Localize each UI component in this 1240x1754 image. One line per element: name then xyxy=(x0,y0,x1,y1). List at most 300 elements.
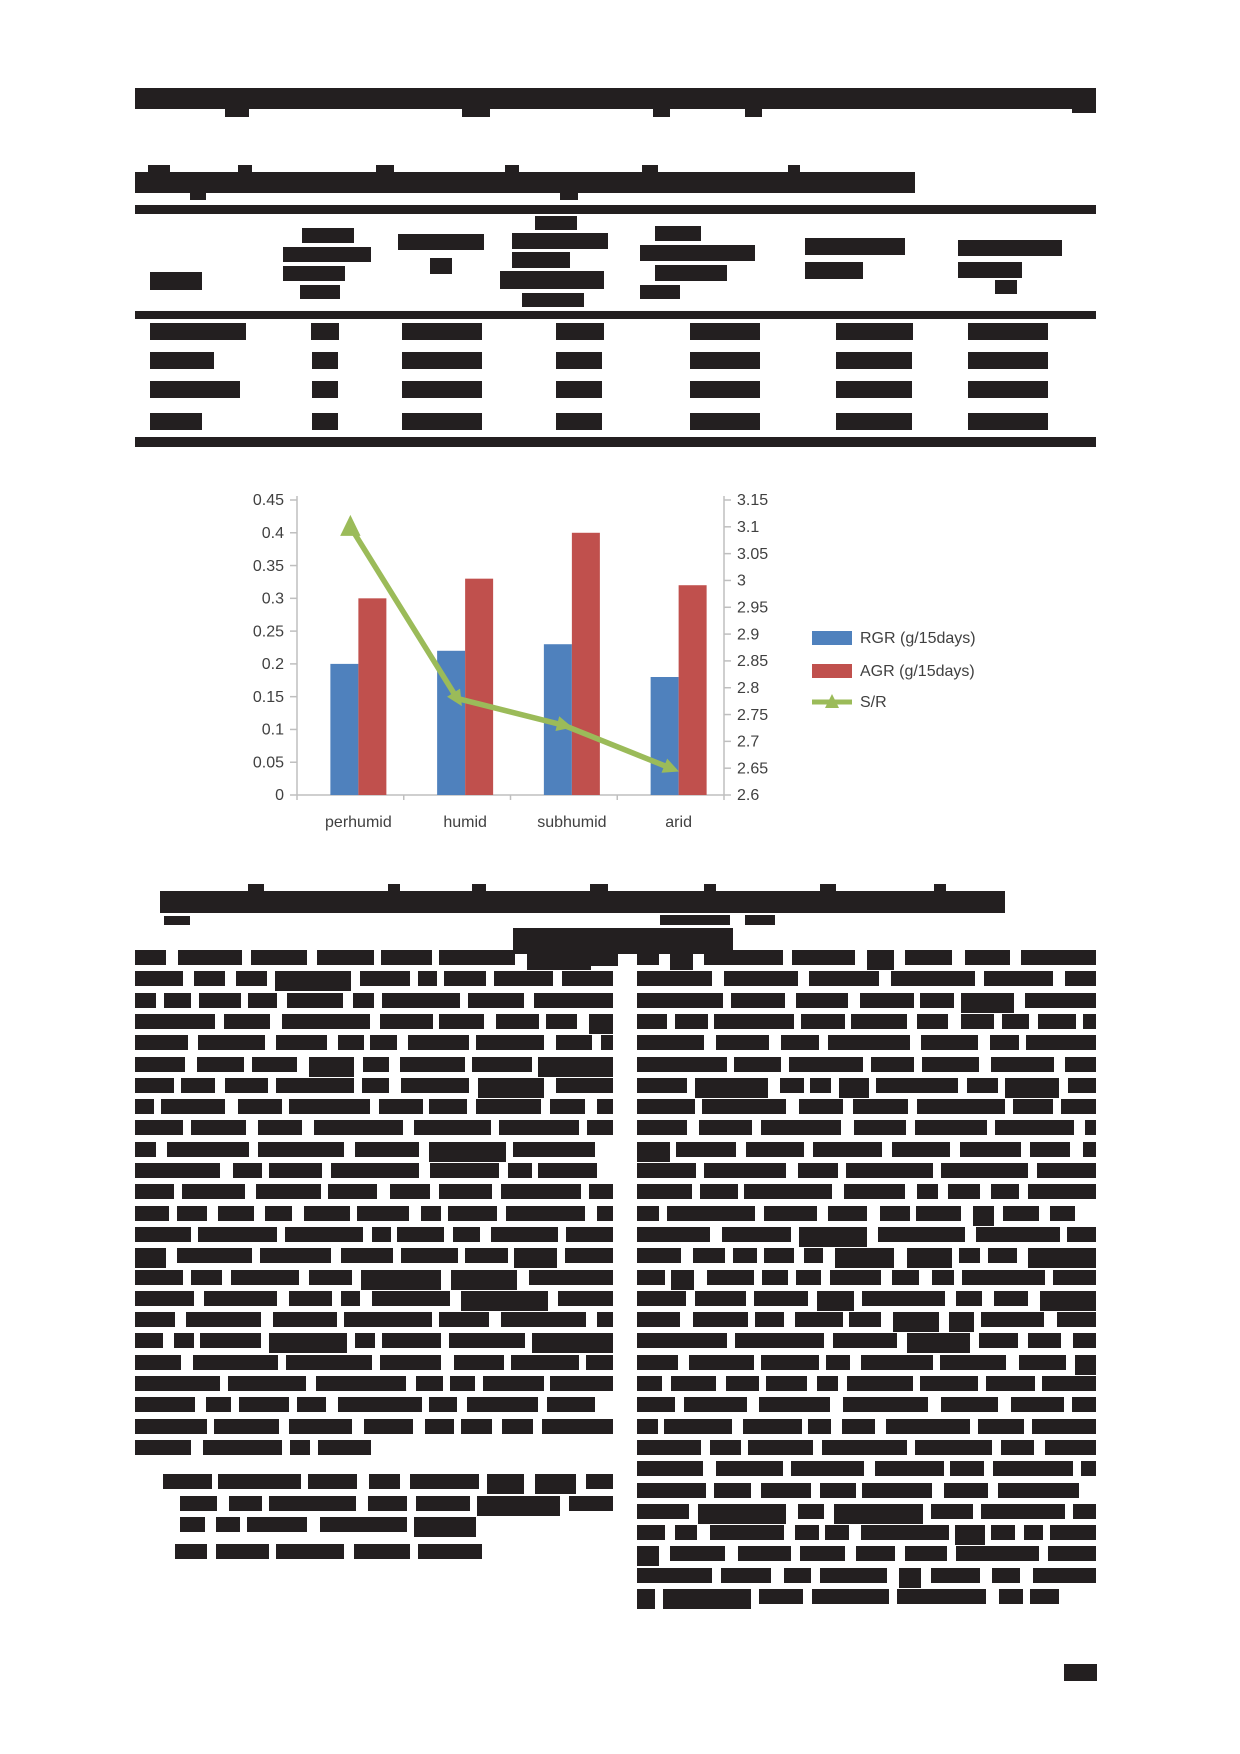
redaction-word xyxy=(135,1078,174,1093)
redaction-word xyxy=(135,1120,183,1135)
redaction-word xyxy=(961,993,1014,1013)
redaction-word xyxy=(1033,1568,1096,1583)
redaction-word xyxy=(637,1227,710,1242)
redaction-word xyxy=(886,1419,971,1434)
redacted-text-line xyxy=(135,1291,613,1312)
svg-text:3.05: 3.05 xyxy=(737,545,769,563)
redaction-word xyxy=(194,971,226,986)
redaction-word xyxy=(286,1355,372,1370)
redaction-word xyxy=(191,1270,223,1285)
redaction-word xyxy=(248,993,277,1008)
redaction-word xyxy=(228,1376,306,1391)
redacted-text-line xyxy=(135,1376,613,1397)
redaction-word xyxy=(949,1312,974,1332)
redaction-word xyxy=(379,1099,423,1114)
redaction-word xyxy=(944,1483,988,1498)
redacted-text-line xyxy=(135,1248,613,1269)
redaction-word xyxy=(998,1483,1079,1498)
redaction-word xyxy=(135,1227,191,1242)
redaction-word xyxy=(994,1291,1028,1306)
redaction-word xyxy=(965,950,1011,965)
redaction-word xyxy=(920,993,954,1008)
redaction-word xyxy=(1073,1504,1096,1519)
redaction-word xyxy=(976,1227,1060,1242)
redacted-text-line xyxy=(637,971,1096,992)
redaction-word xyxy=(514,1248,557,1268)
redaction-word xyxy=(809,971,879,986)
redaction-word xyxy=(178,950,242,965)
redaction-word xyxy=(754,1291,808,1306)
redaction-word xyxy=(746,1142,804,1157)
redaction-word xyxy=(637,1525,665,1540)
redacted-text-line xyxy=(637,1461,1096,1482)
redaction-word xyxy=(637,1376,662,1391)
svg-text:0.25: 0.25 xyxy=(252,623,284,641)
svg-text:0.15: 0.15 xyxy=(252,688,284,706)
redaction-word xyxy=(1075,1355,1096,1375)
redaction-word xyxy=(538,1057,613,1077)
svg-text:3.1: 3.1 xyxy=(737,519,760,537)
redacted-text-line xyxy=(135,1035,613,1056)
redaction-word xyxy=(839,1078,869,1098)
redaction-word xyxy=(338,1397,422,1412)
redaction-word xyxy=(861,1355,933,1370)
svg-text:2.85: 2.85 xyxy=(737,653,769,671)
redaction-word xyxy=(167,1142,249,1157)
redaction-word xyxy=(175,1544,207,1559)
redaction-word xyxy=(991,1057,1053,1072)
redaction-word xyxy=(755,1312,784,1327)
redaction-word xyxy=(843,1397,928,1412)
redaction-word xyxy=(161,1099,225,1114)
redacted-text-line xyxy=(637,1397,1096,1418)
redaction-word xyxy=(693,1248,724,1263)
redaction-word xyxy=(429,1142,506,1162)
redaction-word xyxy=(1024,1525,1042,1540)
redaction-word xyxy=(878,1227,965,1242)
redaction-word xyxy=(820,1568,887,1583)
redaction-word xyxy=(542,1419,613,1434)
redaction-word xyxy=(702,1099,786,1114)
redaction-word xyxy=(986,1376,1035,1391)
redaction-word xyxy=(959,1248,980,1263)
redaction-word xyxy=(477,1496,561,1516)
redaction-word xyxy=(808,1419,831,1434)
redaction-word xyxy=(354,1544,410,1559)
redaction-word xyxy=(637,1312,680,1327)
svg-text:2.6: 2.6 xyxy=(737,787,760,805)
redaction-word xyxy=(425,1419,454,1434)
redaction-word xyxy=(180,1517,205,1532)
redaction-word xyxy=(135,993,156,1008)
redaction-word xyxy=(135,1099,154,1114)
redaction-word xyxy=(450,1376,475,1391)
redaction-word xyxy=(761,1120,841,1135)
redaction-word xyxy=(637,1419,658,1434)
redaction-word xyxy=(589,1184,613,1199)
redaction-word xyxy=(941,1163,1028,1178)
redaction-word xyxy=(931,1504,974,1519)
redaction-word xyxy=(297,1397,326,1412)
redaction-word xyxy=(835,1248,895,1268)
redacted-text-line xyxy=(135,1163,613,1184)
redaction-word xyxy=(995,1120,1074,1135)
redaction-word xyxy=(637,1397,675,1412)
redacted-text-line xyxy=(637,1312,1096,1333)
redaction-word xyxy=(317,950,374,965)
redaction-word xyxy=(429,1099,467,1114)
redaction-word xyxy=(796,1270,820,1285)
redaction-word xyxy=(135,1312,175,1327)
redaction-word xyxy=(180,1496,217,1511)
redaction-word xyxy=(416,1376,444,1391)
redaction-word xyxy=(766,1376,807,1391)
redaction-word xyxy=(164,993,191,1008)
svg-text:3: 3 xyxy=(737,572,746,590)
redaction-word xyxy=(135,1142,156,1157)
redaction-word xyxy=(135,1057,185,1072)
redaction-word xyxy=(534,993,613,1008)
redacted-text-line xyxy=(637,1419,1096,1440)
redaction-word xyxy=(589,1014,613,1034)
redaction-word xyxy=(472,1057,532,1072)
redaction-word xyxy=(1030,1589,1059,1604)
redaction-word xyxy=(197,1057,243,1072)
redaction-word xyxy=(860,993,914,1008)
redacted-text-line xyxy=(135,1440,613,1461)
redaction-word xyxy=(733,1248,757,1263)
redaction-word xyxy=(238,1099,283,1114)
redaction-word xyxy=(798,1163,838,1178)
redaction-word xyxy=(825,1525,849,1540)
redaction-word xyxy=(135,1035,188,1050)
redaction-word xyxy=(601,1035,613,1050)
redaction-word xyxy=(695,1078,768,1098)
redaction-word xyxy=(743,1419,802,1434)
redaction-word xyxy=(216,1517,240,1532)
redaction-word xyxy=(854,1120,907,1135)
redaction-word xyxy=(834,1504,923,1524)
redaction-word xyxy=(1065,1057,1096,1072)
svg-text:humid: humid xyxy=(443,814,487,832)
redaction-word xyxy=(795,1312,842,1327)
redaction-word xyxy=(671,1376,716,1391)
redaction-word xyxy=(390,1184,430,1199)
redaction-word xyxy=(369,1474,400,1489)
svg-text:arid: arid xyxy=(665,814,692,832)
redaction-word xyxy=(535,1474,577,1494)
redaction-word xyxy=(506,1206,585,1221)
redaction-word xyxy=(637,1333,727,1348)
redaction-word xyxy=(920,1376,978,1391)
redacted-text-line xyxy=(637,1440,1096,1461)
redaction-word xyxy=(203,1440,281,1455)
redaction-word xyxy=(991,1184,1019,1199)
redaction-word xyxy=(421,1206,442,1221)
redaction-word xyxy=(550,1099,585,1114)
redaction-word xyxy=(193,1355,277,1370)
redaction-word xyxy=(714,1483,751,1498)
redaction-word xyxy=(508,1163,533,1178)
redaction-word xyxy=(667,1206,756,1221)
redacted-text-line xyxy=(637,1120,1096,1141)
redaction-word xyxy=(309,1270,352,1285)
svg-text:2.9: 2.9 xyxy=(737,626,760,644)
redaction-word xyxy=(487,1474,524,1494)
redaction-word xyxy=(891,971,975,986)
redaction-word xyxy=(707,1270,754,1285)
redaction-word xyxy=(556,1035,592,1050)
redaction-word xyxy=(867,950,894,970)
redaction-word xyxy=(316,1376,406,1391)
redaction-word xyxy=(915,1440,991,1455)
redaction-word xyxy=(372,1291,451,1306)
svg-text:RGR (g/15days): RGR (g/15days) xyxy=(860,630,976,648)
redaction-word xyxy=(362,1078,389,1093)
redaction-word xyxy=(722,1227,791,1242)
redaction-word xyxy=(813,1142,881,1157)
redaction-word xyxy=(587,1120,613,1135)
redaction-word xyxy=(454,1355,504,1370)
redaction-word xyxy=(940,1355,1006,1370)
svg-text:3.15: 3.15 xyxy=(737,492,769,510)
svg-text:perhumid: perhumid xyxy=(325,814,392,832)
redacted-text-line xyxy=(637,1248,1096,1269)
redaction-word xyxy=(1042,1376,1096,1391)
redaction-word xyxy=(282,1014,370,1029)
redaction-word xyxy=(229,1496,262,1511)
redaction-word xyxy=(1068,1078,1096,1093)
redaction-word xyxy=(135,1206,169,1221)
redaction-word xyxy=(1085,1120,1096,1135)
svg-text:2.8: 2.8 xyxy=(737,679,760,697)
redaction-word xyxy=(862,1483,932,1498)
redaction-word xyxy=(915,1120,987,1135)
redaction-word xyxy=(430,1163,499,1178)
redacted-text-line xyxy=(637,993,1096,1014)
redacted-text-line xyxy=(135,1099,613,1120)
redacted-text-line xyxy=(637,1078,1096,1099)
redaction-word xyxy=(372,1227,391,1242)
redaction-word xyxy=(328,1184,378,1199)
redaction-word xyxy=(341,1248,394,1263)
redaction-word xyxy=(700,1184,738,1199)
redaction-word xyxy=(979,1333,1018,1348)
redaction-word xyxy=(449,1333,525,1348)
redaction-word xyxy=(1048,1546,1096,1561)
redaction-word xyxy=(439,950,514,965)
redacted-text-line xyxy=(637,1099,1096,1120)
svg-text:0.1: 0.1 xyxy=(261,721,284,739)
redaction-word xyxy=(318,1440,371,1455)
redaction-word xyxy=(529,1270,613,1285)
redaction-word xyxy=(880,1206,911,1221)
redaction-word xyxy=(276,1035,327,1050)
redaction-word xyxy=(637,1014,667,1029)
redaction-word xyxy=(1050,1206,1075,1221)
redaction-word xyxy=(216,1544,269,1559)
redaction-word xyxy=(135,1270,183,1285)
redaction-word xyxy=(1028,1248,1096,1268)
redaction-word xyxy=(689,1355,755,1370)
redaction-word xyxy=(981,1504,1065,1519)
redaction-word xyxy=(239,1397,288,1412)
redaction-word xyxy=(800,1546,845,1561)
redaction-word xyxy=(308,1474,356,1489)
redaction-word xyxy=(922,1057,979,1072)
svg-text:0.4: 0.4 xyxy=(261,524,284,543)
redaction-word xyxy=(637,1248,681,1263)
redaction-word xyxy=(932,1270,955,1285)
redacted-text-line xyxy=(637,1333,1096,1354)
redaction-word xyxy=(247,1517,307,1532)
redaction-word xyxy=(955,1525,985,1545)
redaction-word xyxy=(830,1270,881,1285)
redaction-word xyxy=(314,1120,403,1135)
redaction-word xyxy=(135,1184,174,1199)
redacted-text-line xyxy=(135,1014,613,1035)
redaction-word xyxy=(285,1227,363,1242)
redaction-word xyxy=(566,1227,613,1242)
redaction-word xyxy=(875,1461,944,1476)
redaction-word xyxy=(759,1589,803,1604)
redaction-word xyxy=(981,1312,1044,1327)
redaction-word xyxy=(1028,1333,1061,1348)
redaction-word xyxy=(637,993,723,1008)
svg-text:2.65: 2.65 xyxy=(737,760,769,778)
redaction-word xyxy=(191,1120,247,1135)
redaction-word xyxy=(429,1397,458,1412)
redaction-word xyxy=(984,971,1053,986)
redaction-word xyxy=(764,1206,817,1221)
redacted-text-line xyxy=(135,1206,613,1227)
redaction-word xyxy=(762,1270,788,1285)
redaction-word xyxy=(269,1496,356,1511)
redaction-word xyxy=(799,1099,843,1114)
redaction-word xyxy=(710,1525,785,1540)
redaction-word xyxy=(710,1440,741,1455)
redaction-word xyxy=(181,1078,215,1093)
redaction-word xyxy=(382,993,460,1008)
redaction-word xyxy=(820,1483,856,1498)
svg-text:2.75: 2.75 xyxy=(737,706,769,724)
redacted-text-line xyxy=(175,1544,613,1565)
redaction-word xyxy=(735,1333,823,1348)
redaction-word xyxy=(738,1546,791,1561)
redaction-word xyxy=(726,1376,759,1391)
redacted-text-line xyxy=(135,1355,613,1376)
redaction-word xyxy=(1032,1419,1096,1434)
redaction-word xyxy=(637,1078,687,1093)
redaction-word xyxy=(1001,1440,1034,1455)
redacted-text-line xyxy=(637,1291,1096,1312)
redaction-word xyxy=(853,1099,908,1114)
redaction-word xyxy=(597,1099,613,1114)
redaction-word xyxy=(360,971,409,986)
redaction-word xyxy=(671,1270,694,1290)
redaction-word xyxy=(276,1544,343,1559)
redaction-word xyxy=(693,1312,748,1327)
redacted-text-line xyxy=(135,1419,613,1440)
redaction-word xyxy=(320,1517,407,1532)
redaction-word xyxy=(204,1291,277,1306)
redaction-word xyxy=(1013,1099,1053,1114)
redaction-word xyxy=(370,1035,397,1050)
redaction-word xyxy=(637,1461,703,1476)
redaction-word xyxy=(921,1035,978,1050)
redaction-word xyxy=(135,950,166,965)
redaction-word xyxy=(1038,1014,1075,1029)
redaction-word xyxy=(135,1014,215,1029)
redaction-word xyxy=(1037,1163,1096,1178)
redacted-text-line xyxy=(135,1078,613,1099)
redaction-word xyxy=(353,993,375,1008)
redaction-word xyxy=(721,1568,771,1583)
redaction-word xyxy=(1011,1397,1064,1412)
redaction-word xyxy=(465,1248,508,1263)
redaction-word xyxy=(218,1206,254,1221)
redaction-word xyxy=(637,1142,670,1162)
redaction-word xyxy=(135,1376,220,1391)
redaction-word xyxy=(290,1440,311,1455)
redacted-text-line xyxy=(637,1376,1096,1397)
redaction-word xyxy=(501,1184,581,1199)
redaction-word xyxy=(231,1270,299,1285)
redaction-word xyxy=(1003,1206,1038,1221)
redaction-word xyxy=(1061,1099,1096,1114)
redaction-word xyxy=(569,1496,613,1511)
redaction-word xyxy=(801,1014,845,1029)
redaction-word xyxy=(637,1504,689,1519)
redaction-word xyxy=(960,1142,1020,1157)
redacted-text-line xyxy=(135,1333,613,1354)
redaction-word xyxy=(550,1376,613,1391)
redaction-word xyxy=(714,1014,794,1029)
redaction-word xyxy=(675,1014,708,1029)
redaction-word xyxy=(135,1163,220,1178)
redaction-word xyxy=(637,971,712,986)
redaction-word xyxy=(761,1355,819,1370)
redaction-word xyxy=(598,950,613,965)
redaction-word xyxy=(439,1184,492,1199)
redaction-word xyxy=(461,1291,548,1311)
redaction-word xyxy=(344,1312,433,1327)
redaction-word xyxy=(163,1474,212,1489)
redaction-word xyxy=(135,1440,191,1455)
redacted-text-line xyxy=(637,1355,1096,1376)
redacted-text-line xyxy=(163,1474,613,1495)
redaction-word xyxy=(461,1419,492,1434)
redaction-word xyxy=(637,950,659,965)
redaction-word xyxy=(341,1291,360,1306)
redaction-word xyxy=(273,1312,337,1327)
redaction-word xyxy=(225,1078,268,1093)
redaction-word xyxy=(410,1474,479,1489)
redaction-word xyxy=(289,1099,370,1114)
redaction-word xyxy=(355,1142,420,1157)
redaction-word xyxy=(200,1333,262,1348)
redaction-word xyxy=(400,1057,465,1072)
redaction-word xyxy=(501,1312,586,1327)
redaction-word xyxy=(135,1419,207,1434)
redaction-word xyxy=(363,1057,389,1072)
redaction-word xyxy=(967,1078,998,1093)
redaction-word xyxy=(637,1035,704,1050)
redaction-word xyxy=(1081,1461,1096,1476)
redaction-word xyxy=(476,1099,542,1114)
redaction-word xyxy=(724,971,798,986)
redacted-text-line xyxy=(637,1014,1096,1035)
